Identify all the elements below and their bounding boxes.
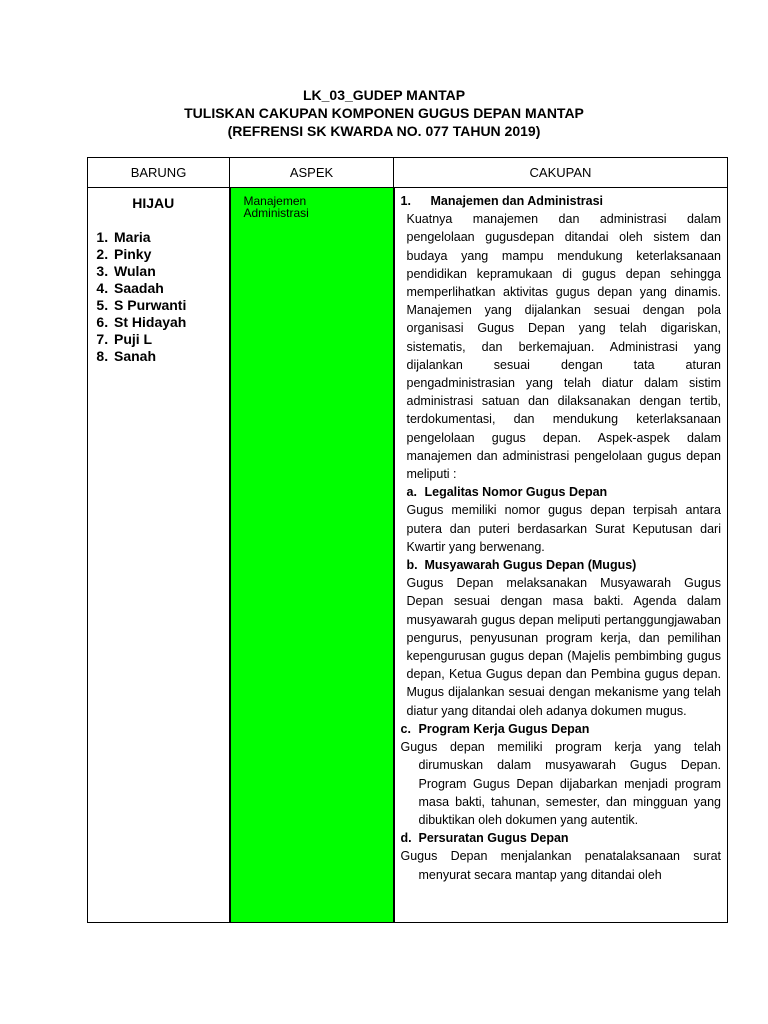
- item-d-text: Gugus Depan menjalankan penatalaksanaan surat menyurat secara mantap yang ditandai oleh: [400, 849, 721, 882]
- cakupan-intro: Kuatnya manajemen dan administrasi dalam pengelolaan gugusdepan ditandai oleh sistem dan budaya yang mampu mendukung keterlaksanaan pendidikan kepramukaan di gugus depan sehingga memperlihatkan aktivitas gugus depan yang dinamis. Manajemen yang dijalankan sesuai dengan pola organisasi Gugus Depan yang telah digariskan, sistematis, dan berkemajuan. Administrasi yang dijalankan sesuai dengan tata aturan pengadministrasian yang telah diatur dalam sistim administrasi satuan dan dilaksanakan dengan tertib, terdokumentasi, dan mendukung keterlaksanaan pengelolaan gugus depan. Aspek-aspek dalam manajemen dan administrasi pengelolaan gugus depan meliputi :: [406, 212, 721, 482]
- title-line-2: TULISKAN CAKUPAN KOMPONEN GUGUS DEPAN MANTAP: [184, 105, 584, 121]
- heading-text: Manajemen dan Administrasi: [430, 194, 603, 208]
- item-a-letter: a.: [406, 485, 417, 500]
- aspek-cell: [230, 188, 394, 923]
- item-b-title: [401, 556, 722, 574]
- item-c-title-text: Program Kerja Gugus Depan: [418, 721, 590, 736]
- table-row: [88, 188, 728, 923]
- member-list: [88, 229, 229, 365]
- cakupan-table: [87, 157, 728, 923]
- list-item: 8. Sanah: [112, 348, 229, 365]
- item-c-text: Gugus depan memiliki program kerja yang telah dirumuskan dalam musyawarah Gugus Depan. Program Gugus Depan dijabarkan menjadi program masa bakti, tahunan, semester, dan mingguan yang dibuktikan oleh dokumen yang autentik.: [400, 740, 721, 827]
- item-c-letter: c.: [400, 721, 411, 736]
- item-b-text: Gugus Depan melaksanakan Musyawarah Gugus Depan sesuai dengan masa bakti. Agenda dalam musyawarah gugus depan meliputi pertanggungjawaban pengurus, penyusunan program kerja, dan pemilihan kepengurusan gugus depan (Majelis pembimbing gugus depan, Ketua Gugus depan dan Pembina gugus depan. Mugus dijalankan sesuai dengan mekanisme yang telah diatur yang ditandai oleh adanya dokumen mugus.: [406, 576, 721, 718]
- list-item: 5. S Purwanti: [112, 297, 229, 314]
- barung-cell: [88, 188, 230, 923]
- list-item: 3. Wulan: [112, 263, 229, 280]
- list-item: 1. Maria: [112, 229, 229, 246]
- item-d-title-text: Persuratan Gugus Depan: [418, 831, 569, 846]
- title-line-3: (REFRENSI SK KWARDA NO. 077 TAHUN 2019): [227, 123, 541, 139]
- aspek-line-2: Administrasi: [243, 206, 309, 220]
- barung-name: HIJAU: [132, 195, 175, 211]
- cakupan-cell: [394, 188, 728, 923]
- item-a-text: Gugus memiliki nomor gugus depan terpisah antara putera dan puteri berdasarkan Surat Keputusan dari Kwartir yang berwenang.: [406, 503, 721, 554]
- item-d-title: [401, 829, 722, 847]
- header-aspek: ASPEK: [230, 158, 394, 188]
- table-header-row: [88, 158, 728, 188]
- header-barung: BARUNG: [88, 158, 230, 188]
- document-title: [0, 86, 768, 140]
- item-a-title-text: Legalitas Nomor Gugus Depan: [424, 485, 608, 500]
- item-c-title: [401, 720, 722, 738]
- title-line-1: LK_03_GUDEP MANTAP: [302, 87, 466, 103]
- item-b-letter: b.: [406, 558, 418, 573]
- heading-number: 1.: [400, 194, 411, 208]
- item-b-title-text: Musyawarah Gugus Depan (Mugus): [424, 558, 637, 573]
- aspek-line-1: Manajemen: [243, 194, 307, 208]
- header-cakupan: CAKUPAN: [394, 158, 728, 188]
- cakupan-heading: [401, 192, 722, 210]
- item-a-title: [401, 483, 722, 501]
- list-item: 7. Puji L: [112, 331, 229, 348]
- item-d-letter: d.: [400, 831, 412, 846]
- list-item: 2. Pinky: [112, 246, 229, 263]
- aspek-label: [244, 195, 393, 219]
- list-item: 4. Saadah: [112, 280, 229, 297]
- list-item: 6. St Hidayah: [112, 314, 229, 331]
